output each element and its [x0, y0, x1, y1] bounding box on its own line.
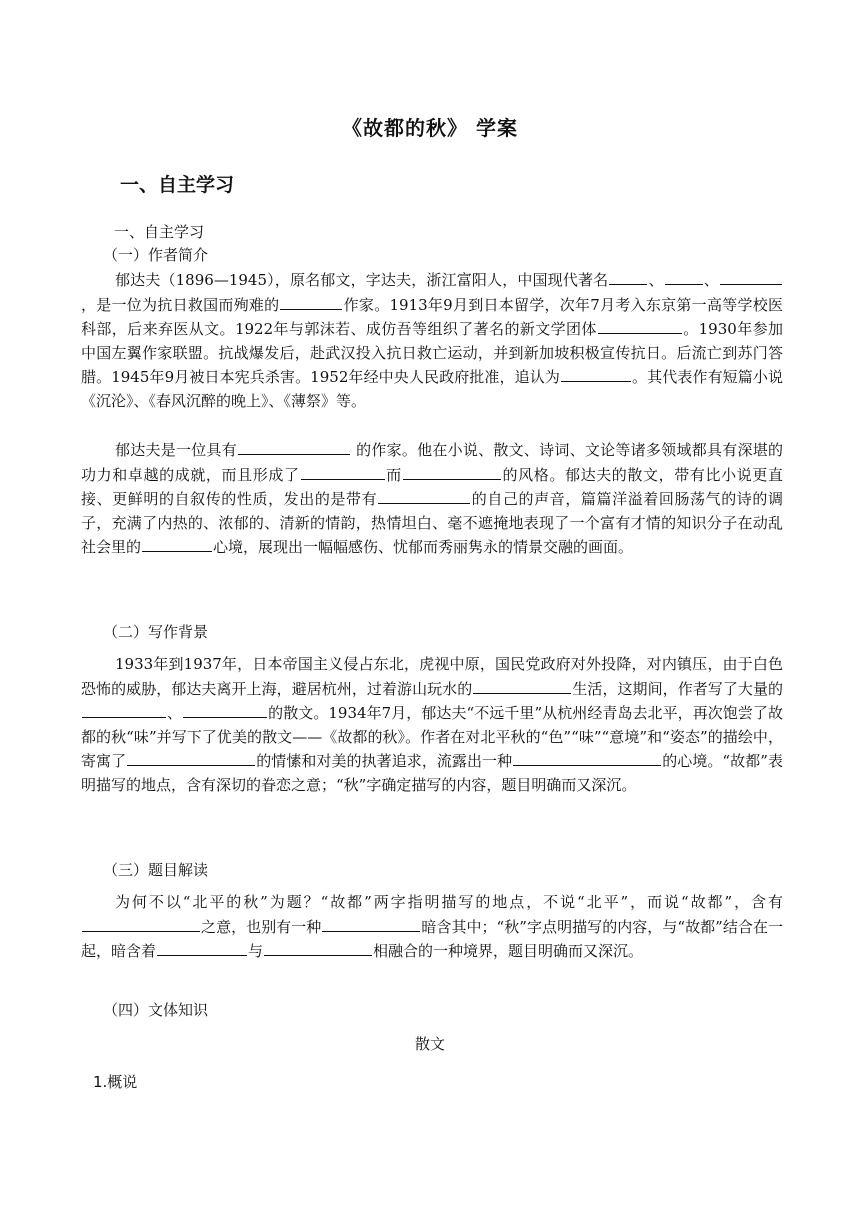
- answer-blank[interactable]: [82, 701, 166, 718]
- answer-blank[interactable]: [264, 939, 372, 956]
- paragraph-background: 1933年到1937年，日本帝国主义侵占东北，虎视中原，国民党政府对外投降，对内镇压，由于白色恐怖的威胁，郁达夫离开上海，避居杭州，过着游山玩水的 生活，这期间，作者写了大量的 、 的散文。1934年7月，郁达夫“不远千里”从杭州经青岛去北平，再次饱尝了故都的秋“味”并写下了优美的散文——《故都的秋》。作者在对北平秋的“色”“味”“意境”和“姿态”的描绘中，寄寓了 的情愫和对美的执著追求，流露出一种 的心境。“故都”表明描写的地点，含有深切的眷恋之意；“秋”字确定描写的内容，题目明确而又深沉。: [81, 655, 783, 794]
- answer-blank[interactable]: [127, 749, 255, 766]
- paragraph-author-bio: 郁达夫（1896—1945），原名郁文，字达夫，浙江富阳人，中国现代著名 、 、，是一位为抗日救国而殉难的 作家。1913年9月到日本留学，次年7月考入东京第一高等学校医科部，后来弃医从文。1922年与郭沫若、成仿吾等组织了著名的新文学团体 。1930年参加中国左翼作家联盟。抗战爆发后，赴武汉投入抗日救亡运动，并到新加坡积极宣传抗日。后流亡到苏门答腊。1945年9月被日本宪兵杀害。1952年经中央人民政府批准，追认为 。其代表作有短篇小说《沉沦》、《春风沉醉的晚上》、《薄祭》等。: [81, 268, 783, 413]
- answer-blank[interactable]: [378, 487, 470, 504]
- answer-blank[interactable]: [665, 268, 703, 285]
- subheading-author-intro: （一）作者简介: [103, 246, 209, 264]
- answer-blank[interactable]: [280, 293, 342, 310]
- answer-blank[interactable]: [403, 463, 501, 480]
- subheading-genre: （四）文体知识: [103, 1001, 209, 1019]
- genre-heading-prose: 散文: [414, 1035, 445, 1053]
- section-heading-self-study: 一、自主学习: [120, 174, 235, 196]
- answer-blank[interactable]: [301, 463, 385, 480]
- answer-blank[interactable]: [183, 701, 267, 718]
- subheading-title-analysis: （三）题目解读: [103, 861, 209, 879]
- answer-blank[interactable]: [609, 268, 647, 285]
- answer-blank[interactable]: [598, 317, 682, 334]
- item-overview: 1.概说: [93, 1073, 138, 1091]
- answer-blank[interactable]: [513, 749, 661, 766]
- answer-blank[interactable]: [322, 915, 420, 932]
- page-title: 《故都的秋》 学案: [342, 116, 518, 140]
- answer-blank[interactable]: [82, 915, 200, 932]
- answer-blank[interactable]: [238, 438, 350, 455]
- paragraph-author-style: 郁达夫是一位具有 的作家。他在小说、散文、诗词、文论等诸多领域都具有深堪的功力和卓越的成就，而且形成了 而 的风格。郁达夫的散文，带有比小说更直接、更鲜明的自叙传的性质，发出的是带有 的自己的声音，篇篇洋溢着回肠荡气的诗的调子，充满了内热的、浓郁的、清新的情韵，热情坦白、毫不遮掩地表现了一个富有才情的知识分子在动乱社会里的 心境，展现出一幅幅感伤、忧郁而秀丽隽永的情景交融的画面。: [81, 438, 783, 560]
- answer-blank[interactable]: [720, 268, 782, 285]
- answer-blank[interactable]: [561, 365, 631, 382]
- answer-blank[interactable]: [142, 535, 212, 552]
- paragraph-title-analysis: 为何不以“北平的秋”为题？“故都”两字指明描写的地点，不说“北平”，而说“故都”，含有之意，也别有一种 暗含其中；“秋”字点明描写的内容，与“故都”结合在一起，暗含着 与 相融合的一种境界，题目明确而又深沉。: [81, 893, 783, 960]
- subheading-background: （二）写作背景: [103, 623, 209, 641]
- subheading-self-study: 一、自主学习: [114, 223, 205, 241]
- answer-blank[interactable]: [473, 677, 571, 694]
- answer-blank[interactable]: [157, 939, 247, 956]
